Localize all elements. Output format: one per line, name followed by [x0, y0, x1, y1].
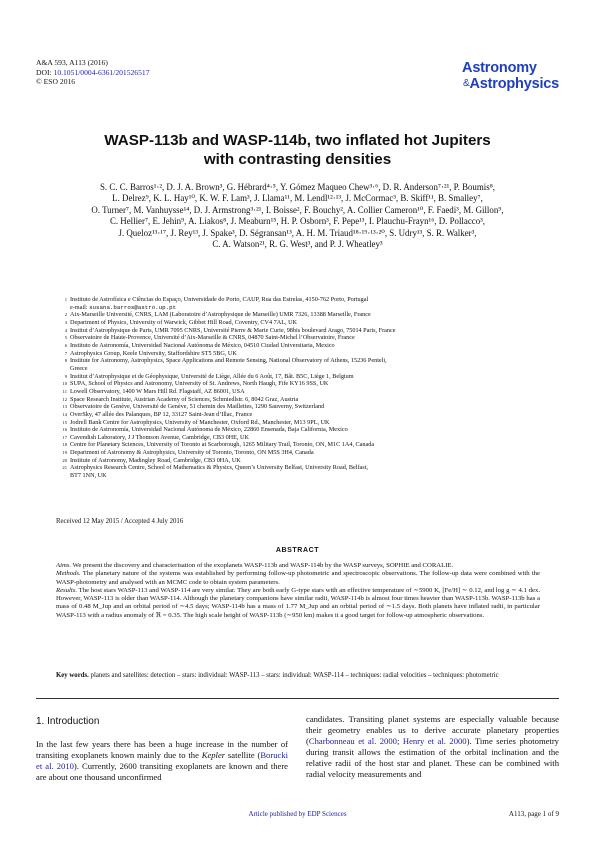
citation-link[interactable]: Henry et al. 2000	[402, 736, 467, 746]
affiliation-number	[56, 365, 70, 373]
affiliation-text: e-mail: susana.barros@astro.up.pt	[70, 303, 177, 311]
affiliation-text: Department of Physics, University of Warwick, Gibbet Hill Road, Coventry, CV4 7AL, UK	[70, 318, 298, 326]
journal-logo	[462, 61, 559, 92]
affiliation-number: 6	[64, 342, 67, 348]
affiliation-text: Instituto de Astronomía, Universidad Nacional Autónoma de México, 04510 Ciudad Universitaria, Mexico	[70, 341, 335, 349]
affiliation-number: 2	[64, 312, 67, 318]
affiliation-text: SUPA, School of Physics and Astronomy, University of St. Andrews, North Haugh, Fife KY16 9SS, UK	[70, 380, 329, 388]
body-column-right: candidates. Transiting planet systems are especially valuable because their geometry enables us to derive accurate planetary properties (Charbonneau et al. 2000; Henry et al. 2000). Time series photometry during transit allows the estimation of the orbital inclination and the relative radii of the host star and planet. These can be combined with radial velocity measurements and	[306, 714, 559, 779]
kepler-italic: Kepler	[201, 750, 226, 760]
affiliation-text: Jodrell Bank Centre for Astrophysics, University of Manchester, Oxford Rd., Manchester, M13 9PL, UK	[70, 418, 330, 426]
affiliation-text: Department of Astronomy & Astrophysics, University of Toronto, Toronto, ON M5S 3H4, Canada	[70, 449, 314, 457]
affiliation-item	[56, 334, 566, 342]
doi-link[interactable]: 10.1051/0004-6361/201526517	[53, 67, 150, 77]
affiliation-number: 4	[64, 327, 67, 333]
affiliation-item	[56, 403, 566, 411]
affiliation-item	[56, 373, 566, 381]
affiliation-text: Instituto de Astronomía, Universidad Nacional Autónoma de México, 22860 Ensenada, Baja California, Mexico	[70, 426, 348, 434]
affiliation-list	[56, 296, 566, 480]
affiliation-item	[56, 357, 566, 365]
affiliation-item	[56, 319, 566, 327]
affiliation-text: Lowell Observatory, 1400 W Mars Hill Rd. Flagstaff, AZ 86001, USA	[70, 387, 245, 395]
affiliation-item	[56, 396, 566, 404]
affiliation-number: 17	[62, 434, 67, 440]
section-divider	[36, 698, 559, 699]
affiliation-text: Aix-Marseille Université, CNRS, LAM (Laboratoire d’Astrophysique de Marseille) UMR 7326, 13388 Marseille, France	[70, 311, 371, 319]
author-list: S. C. C. Barros¹·², D. J. A. Brown³, G. Hébrard⁴·⁵, Y. Gómez Maqueo Chew³·⁶, D. R. Anderson⁷·²¹, P. Boumis⁸, L. Delrez⁹, K. L. Hay¹⁰, K. W. F. Lam³, J. Llama¹¹, M. Lendl¹²·¹³, J. McCormac³, B. Skiff¹¹, B. Smalley⁷, O. Turner⁷, M. Vanhuysse¹⁴, D. J. Armstrong³·²¹, I. Boisse², F. Bouchy², A. Collier Cameron¹⁰, F. Faedi³, M. Gillon⁹, C. Hellier⁷, E. Jehin⁹, A. Liakos⁸, J. Meaburn¹⁵, H. P. Osborn³, F. Pepe¹³, I. Plauchu-Frayn¹⁶, D. Pollacco³, J. Queloz¹³·¹⁷, J. Rey¹³, J. Spake³, D. Ségransan¹³, A. H. M. Triaud¹⁸·¹⁹·¹³·²⁰, S. Udry¹³, S. R. Walker³, C. A. Watson²¹, R. G. West³, and P. J. Wheatley³	[91, 182, 504, 250]
affiliation-text: Astrophysics Group, Keele University, Staffordshire ST5 5BG, UK	[70, 349, 237, 357]
page-number: A113, page 1 of 9	[508, 810, 559, 818]
affiliation-text: Observatoire de Genève, Université de Genève, 51 chemin des Maillettes, 1290 Sauverny, Switzerland	[70, 403, 325, 411]
affiliation-item	[56, 304, 566, 312]
affiliation-text: Institute of Astronomy, Madingley Road, Cambridge, CB3 0HA, UK	[70, 456, 241, 464]
body-column-left: In the last few years there has been a huge increase in the number of transiting exoplanets known mainly due to the Kepler satellite (Borucki et al. 2010). Currently, 2600 transiting exoplanets are known and there are about one thousand unconfirmed	[36, 739, 288, 782]
affiliation-number: 5	[64, 335, 67, 341]
affiliation-number: 18	[62, 442, 67, 448]
affiliation-text: Observatoire de Haute-Provence, Université d’Aix-Marseille & CNRS, 04870 Saint-Michel l’Observatoire, France	[70, 334, 355, 342]
affiliation-item	[56, 411, 566, 419]
abstract-methods: Methods. The planetary nature of the systems was established by performing follow-up photometric and spectroscopic observations. The follow-up data were combined with the WASP-photometry and analysed with an MCMC code to obtain system parameters.	[56, 570, 540, 586]
affiliation-item	[56, 464, 566, 472]
affiliation-number	[56, 304, 70, 312]
affiliation-item	[56, 441, 566, 449]
affiliation-number: 11	[62, 388, 67, 394]
citation-link[interactable]: Borucki et al. 2010	[36, 750, 288, 771]
affiliation-item	[56, 457, 566, 465]
affiliation-item	[56, 419, 566, 427]
affiliation-number: 9	[64, 373, 67, 379]
journal-header	[36, 58, 150, 87]
affiliation-number: 20	[62, 457, 67, 463]
affiliation-item	[56, 426, 566, 434]
affiliation-number: 7	[64, 350, 67, 356]
received-dates: Received 12 May 2015 / Accepted 4 July 2016	[56, 518, 184, 525]
affiliation-text: Institut d’Astrophysique de Paris, UMR 7095 CNRS, Université Pierre & Marie Curie, 98bis boulevard Arago, 75014 Paris, France	[70, 326, 396, 334]
abstract-heading: ABSTRACT	[275, 547, 320, 554]
email-link[interactable]: susana.barros@astro.up.pt	[89, 303, 177, 311]
affiliation-item	[56, 472, 566, 480]
affiliation-text: Astrophysics Research Centre, School of Mathematics & Physics, Queen’s University Belfast, University Road, Belfast,	[70, 464, 368, 472]
affiliation-number: 13	[62, 404, 67, 410]
affiliation-item	[56, 380, 566, 388]
affiliation-number: 19	[62, 450, 67, 456]
affiliation-item	[56, 311, 566, 319]
affiliation-text: OverSky, 47 allée des Palanques, BP 12, 33127 Saint-Jean d’Illac, France	[70, 410, 253, 418]
journal-logo-line2: &Astrophysics	[463, 76, 559, 92]
affiliation-number: 10	[62, 381, 67, 387]
publisher-footer[interactable]: Article published by EDP Sciences	[248, 810, 347, 818]
affiliation-item	[56, 342, 566, 350]
affiliation-item	[56, 449, 566, 457]
copyright: © ESO 2016	[36, 77, 76, 87]
section-heading-introduction: 1. Introduction	[36, 716, 100, 727]
affiliation-item	[56, 365, 566, 373]
abstract-results: Results. The host stars WASP-113 and WASP-114 are very similar. They are both early G-type stars with an effective temperature of ∼5900 K, [Fe/H] ∼ 0.12, and log g ∼ 4.1 dex. However, WASP-113 is older than WASP-114. Although the planetary companions have similar radii, WASP-114b is almost four times heavier than WASP-113b. WASP-113b has a mass of 0.48 M_Jup and an orbital period of ∼4.5 days; WASP-114b has a mass of 1.77 M_Jup and an orbital period of ∼1.5 days. Both planets have inflated radii, in particular WASP-113 with a radius anomaly of ℜ = 0.35. The high scale height of WASP-113b (∼950 km) makes it a good target for follow-up atmospheric observations.	[56, 586, 540, 619]
affiliation-number: 12	[62, 396, 67, 402]
journal-logo-line1: Astronomy	[462, 60, 537, 76]
citation-link[interactable]: Charbonneau et al. 2000	[308, 736, 397, 746]
affiliation-number: 16	[62, 427, 67, 433]
affiliation-item	[56, 350, 566, 358]
affiliation-text: Space Research Institute, Austrian Academy of Sciences, Schmiedlstr. 6, 8042 Graz, Austria	[70, 395, 299, 403]
affiliation-text: BT7 1NN, UK	[70, 472, 107, 480]
affiliation-number	[56, 472, 70, 480]
abstract-aims: Aims. We present the discovery and characterisation of the exoplanets WASP-113b and WASP-114b by the WASP surveys, SOPHIE and CORALIE.	[56, 562, 454, 569]
affiliation-text: Institut d’Astrophysique et de Géophysique, Université de Liège, Allée du 6 Août, 17, Bât. B5C, Liège 1, Belgium	[70, 372, 354, 380]
abstract-body	[56, 562, 540, 620]
affiliation-text: Instituto de Astrofísica e Ciências do Espaço, Universidade do Porto, CAUP, Rua das Estrelas, 4150-762 Porto, Portugal	[70, 296, 369, 303]
affiliation-number: 3	[64, 319, 67, 325]
affiliation-number: 15	[62, 419, 67, 425]
affiliation-text: Institute for Astronomy, Astrophysics, Space Applications and Remote Sensing, National Observatory of Athens, 15236 Penteli,	[70, 357, 387, 365]
doi-line: DOI: 10.1051/0004-6361/201526517	[36, 67, 150, 77]
affiliation-number: 14	[62, 411, 67, 417]
affiliation-item	[56, 296, 566, 304]
citation: A&A 593, A113 (2016)	[36, 58, 108, 67]
affiliation-item	[56, 327, 566, 335]
paper-title: WASP-113b and WASP-114b, two inflated hot Jupiters with contrasting densities	[104, 132, 491, 168]
affiliation-item	[56, 388, 566, 396]
affiliation-number: 8	[64, 358, 67, 364]
affiliation-text: Centre for Planetary Sciences, University of Toronto at Scarborough, 1265 Military Trail, Toronto, ON, M1C 1A4, Canada	[70, 441, 375, 449]
affiliation-item	[56, 434, 566, 442]
affiliation-number: 21	[62, 465, 67, 471]
keywords: Key words. planets and satellites: detection – stars: individual: WASP-113 – stars: individual: WASP-114 – techniques: radial velocities – techniques: photometric	[56, 672, 499, 679]
affiliation-text: Greece	[70, 364, 88, 372]
affiliation-text: Cavendish Laboratory, J J Thomson Avenue, Cambridge, CB3 0HE, UK	[70, 433, 249, 441]
affiliation-number: 1	[64, 297, 67, 302]
